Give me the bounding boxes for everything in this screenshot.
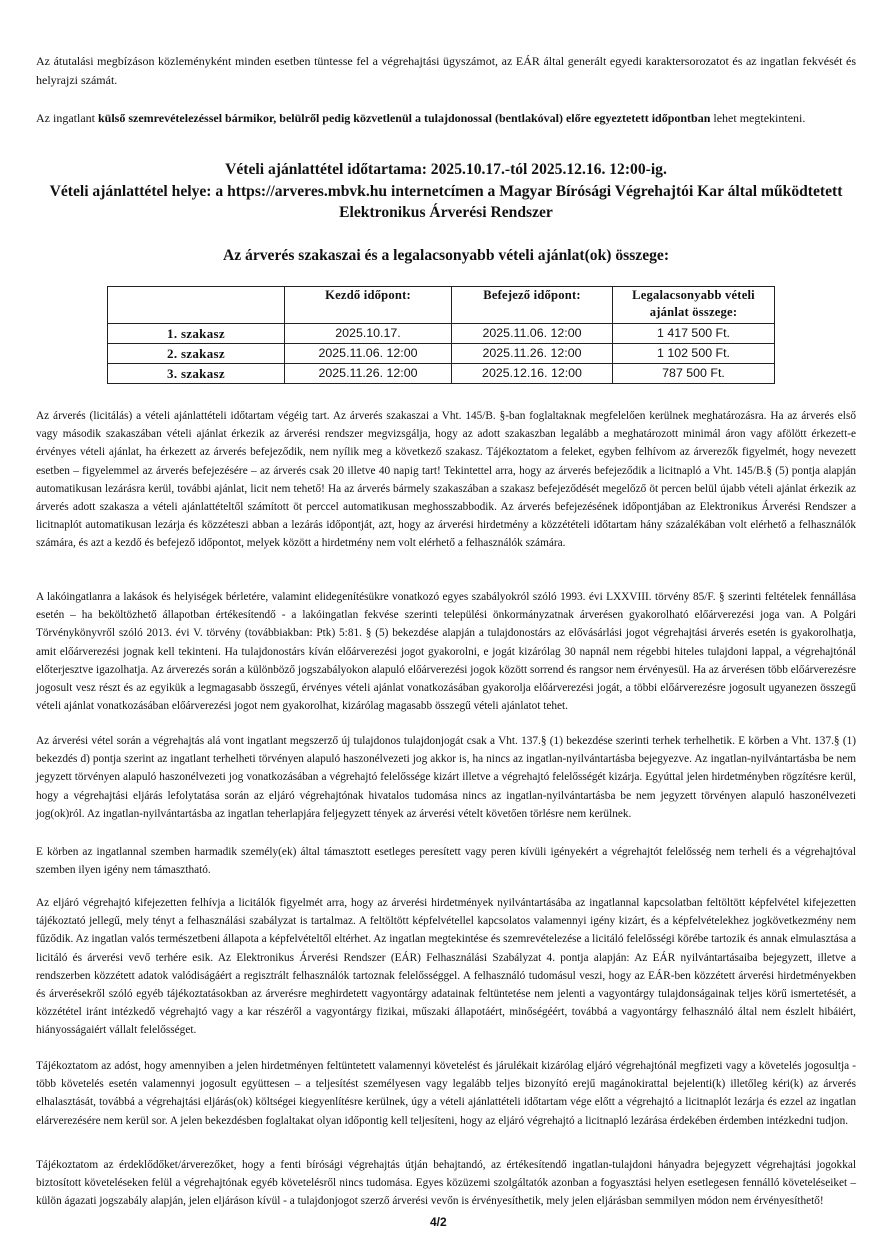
utility-claims-paragraph: Tájékoztatom az érdeklődőket/árverezőket, hogy a fenti bírósági végrehajtás útján behajtandó, az értékesítendő ingatlan-tulajdoni hányadra bejegyzett végrehajtási jogokkal biztosított követeléseken felül a végrehajtónak egyéb követelésről nincs tudomása. Egyes közüzemi szolgáltatók azonban a fogyasztási helyen esetlegesen fennálló követeléseiket – külön ágazati jogszabály alapján, jelen eljáráson kívül - a tulajdonjogot szerző árverési vevőn is érvényesíthetik, mely jelen eljárásban semmilyen módon nem érvényesíthető! [36,1159,856,1208]
viewing-info-prefix: Az ingatlant [36,111,98,125]
end-cell: 2025.11.26. 12:00 [452,344,613,364]
auction-stages-heading: Az árverés szakaszai és a legalacsonyabb vételi ajánlat(ok) összege: [222,247,670,264]
start-cell: 2025.11.26. 12:00 [285,364,452,384]
bidding-place-heading: Vételi ajánlattétel helye: a https://arveres.mbvk.hu internetcímen a Magyar Bírósági Végrehajtói Kar által működtetett Elektronikus Árverési Rendszer [49,183,843,221]
end-cell: 2025.11.06. 12:00 [452,324,613,344]
header-cell-end: Befejező időpont: [452,287,613,324]
viewing-info-suffix: lehet megtekinteni. [710,111,806,125]
table-row [108,364,775,384]
photo-disclaimer-paragraph: Az eljáró végrehajtó kifejezetten felhívja a licitálók figyelmét arra, hogy az árverési hirdetmények nyilvántartásába az ingatlannal kapcsolatban feltöltött képfelvétel kifejezetten tájékoztató jellegű, mely tényt a felhasználási szabályzat is tartalmaz. A feltöltött képfelvétellel kapcsolatos valamennyi igény kizárt, és a képfelvételekhez jogkövetkezmény nem fűződik. Az ingatlan valós természetbeni állapota a képfelvételtől eltérhet. Az ingatlan megtekintése és szemrevételezése a licitáló felelősségi körébe tartozik és annak elmulasztása a licitáló és árverési vevő terhére esik. Az Elektronikus Árverési Rendszer (EÁR) Felhasználási Szabályzat 4. pontja alapján: Az EÁR nyilvántartásaiba bejegyzett, illetve a rendszerben közzétett adatok valódiságáért a regisztrált felhasználók tartoznak felelősséggel. A felhasználó tudomásul veszi, hogy az EÁR-ben közzétett árverési hirdetményekben és árverésekről szóló egyéb tájékoztatásokban az árverésre meghirdetett vagyontárgy adatainak feltüntetése nem jelenti a vagyontárgy tulajdonságainak teljes körű ismertetését, a közzététel iránt intézkedő végrehajtó vagy a kar részéről a vagyontárgy fizikai, műszaki állapotáért, minőségéért, továbbá a vagyontárgy felhasználó által nem észlelt hibáiért, hiányosságaiért vállalt felelősséget. [36,897,856,1037]
start-cell: 2025.11.06. 12:00 [285,344,452,364]
stage-cell: 1. szakasz [108,324,285,344]
auction-stages-table [107,286,775,384]
min-bid-cell: 787 500 Ft. [613,364,775,384]
header-cell-min-bid: Legalacsonyabb vételi ajánlat összege: [613,287,775,324]
third-party-claims-paragraph: E körben az ingatlannal szemben harmadik személy(ek) által támasztott esetleges peresített vagy peren kívüli igényekért a végrehajtót felelősség nem terheli és a végrehajtóval szemben ilyen igény nem támasztható. [36,846,856,877]
header-cell-stage [108,287,285,324]
min-bid-cell: 1 102 500 Ft. [613,344,775,364]
transfer-note-paragraph: Az átutalási megbízáson közleményként minden esetben tüntesse fel a végrehajtási ügyszámot, az EÁR által generált egyedi karaktersorozatot és az ingatlan fekvését és helyrajzi számát. [36,54,856,87]
header-cell-start: Kezdő időpont: [285,287,452,324]
stage-cell: 2. szakasz [108,344,285,364]
viewing-info-paragraph [36,109,856,128]
pre-emption-rights-paragraph: A lakóingatlanra a lakások és helyiségek bérletére, valamint elidegenítésükre vonatkozó egyes szabályokról szóló 1993. évi LXXVIII. törvény 85/F. § szerinti feltételek fennállása esetén – ha beköltözhető állapotban értékesítendő - a lakóingatlan fekvése szerinti települési önkormányzatnak árverésen gyakorolható előárverezési joga van. A Polgári Törvénykönyvről szóló 2013. évi V. törvény (továbbiakban: Ptk) 5:81. § (5) bekezdése alapján a tulajdonostárs az elővásárlási jogot végrehajtási árverés esetén is gyakorolhatja, amit előárverezési jognak kell tekinteni. Ha tulajdonostárs kíván előárverezési jogot gyakorolni, e jogát kizárólag 30 napnál nem régebbi hiteles tulajdoni lappal, a végrehajtónál előterjesztve igazolhatja. Az árverezés során a különböző jogszabályokon alapuló előárverezési jogok között sorrend és rangsor nem érvényesül. Ha az árverésen több előárverezésre jogosult vesz részt és az egyikük a legmagasabb összegű, érvényes vételi ajánlat vonatkozásában gyakorolja előárverezési jogát, a többi előárverezésre jogosult ugyanezen összegű vételi ajánlat vonatkozásában előárverezési jogot nem gyakorolhat, kizárólag magasabb összegű vételi ajánlatot tehet. [36,591,856,713]
min-bid-cell: 1 417 500 Ft. [613,324,775,344]
start-cell: 2025.10.17. [285,324,452,344]
bidding-period-heading: Vételi ajánlattétel időtartama: 2025.10.17.-tól 2025.12.16. 12:00-ig. [225,161,667,178]
table-row [108,344,775,364]
stage-cell: 3. szakasz [108,364,285,384]
encumbrances-paragraph: Az árverési vétel során a végrehajtás alá vont ingatlant megszerző új tulajdonos tulajdonjogát csak a Vht. 137.§ (1) bekezdése szerinti terhek terhelhetik. E körben a Vht. 137.§ (1) bekezdés d) pontja szerint az ingatlant terhelheti törvényen alapuló haszonélvezeti jog akkor is, ha nincs az ingatlan-nyilvántartásba bejegyezve. Az ingatlan-nyilvántartásba be nem jegyzett törvényen alapuló haszonélvezeti jog vonatkozásában a végrehajtó felelőssége kizárt illetve a végrehajtó felelősségét kizárja. Egyúttal jelen hirdetményben rögzítésre kerül, hogy a végrehajtási eljárás lefolytatása során az eljáró végrehajtónak hivatalos tudomása nincs az ingatlan-nyilvántartásba be nem jegyzett törvényen alapuló haszonélvezeti jog(ok)ról. Az ingatlan-nyilvántartásba az ingatlan teherlapjára feljegyzett tények az árverési vételt követően törlésre nem kerülnek. [36,735,856,820]
viewing-info-bold: külső szemrevételezéssel bármikor, belülről pedig közvetlenül a tulajdonossal (bentlakóval) előre egyeztetett időpontban [97,111,711,125]
auction-rules-paragraph: Az árverés (licitálás) a vételi ajánlattételi időtartam végéig tart. Az árverés szakaszai a Vht. 145/B. §-ban foglaltaknak megfelelően kerülnek meghatározásra. Ha az árverés első vagy második szakaszában vételi ajánlat érkezik az árverési rendszer megvizsgálja, hogy az adott szakaszban legalább a meghatározott minimál áron vagy afölött érkezett-e érvényes vételi ajánlat, ha érkezett az árverés befejeződik, nem nyílik meg a következő szakasz. Tájékoztatom a feleket, egyben felhívom az árverezők figyelmét, hogy nevezett esetben – figyelemmel az árverés befejezésére – az árverés csak 20 illetve 40 napig tart! Tekintettel arra, hogy az árverés befejeződik a licitnapló a Vht. 145/B.§ (5) pontja alapján automatikusan lezárásra kerül, további ajánlat, licit nem tehető! Ha az árverés bármely szakaszában a szakasz befejeződését megelőző öt percen belül újabb vételi ajánlat érkezik az árverés adott szakasza a vételi ajánlattételtől számított öt perccel automatikusan meghosszabbodik. Az árverés befejezésének időpontjában az Elektronikus Árverési Rendszer a licitnaplót automatikusan lezárja és közzéteszi abban a lezárás időpontját, azt, hogy az árverési hirdetmény a közzétételi időtartam hány százalékában volt elérhető a felhasználók számára, és azt a kezdő és befejező időpontot, melyek között a hirdetmény nem volt elérhető a felhasználók számára. [36,410,856,550]
table-header-row [108,287,775,324]
debtor-notice-paragraph: Tájékoztatom az adóst, hogy amennyiben a jelen hirdetményen feltüntetett valamennyi követelést és járulékait kizárólag eljáró végrehajtónál megfizeti vagy a követelés jogosultja - több követelés esetén valamennyi jogosult együttesen – a teljesítést személyesen vagy legalább teljes bizonyító erejű magánokirattal bejelenti(k) illetőleg kéri(k) az árverés elhalasztását, továbbá a végrehajtási eljárás(ok) költségei kiegyenlítésre kerülnek, úgy a vételi ajánlattételi időtartam vége előtt a végrehajtó a licitnaplót lezárja és ezzel az ingatlan elárverezésére nem kerül sor. A jelen bekezdésben foglaltakat olyan időpontig kell teljesíteni, hogy az eljáró végrehajtó a licitnapló lezárása érdekében érdemben intézkedni tudjon. [36,1060,856,1127]
end-cell: 2025.12.16. 12:00 [452,364,613,384]
table-row [108,324,775,344]
page-number: 4/2 [430,1215,447,1229]
